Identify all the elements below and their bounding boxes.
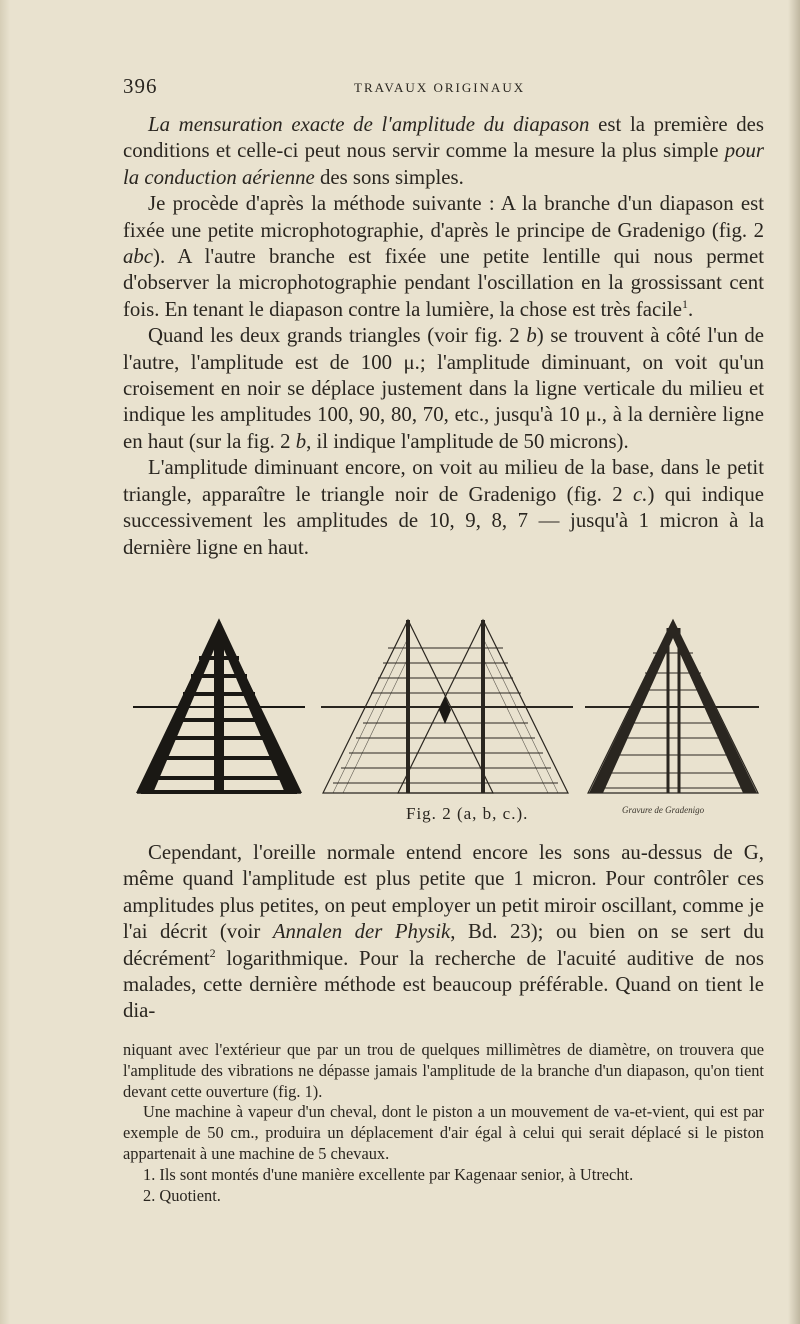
italic-phrase: b [526, 324, 537, 348]
page-edge-left [0, 0, 10, 1324]
paragraph-5 [123, 840, 764, 1025]
page-edge-right [788, 0, 800, 1324]
triangle-a [133, 620, 305, 793]
text-run: logarithmique. Pour la recherche de l'acuité auditive de nos malades, cette dernière méthode est beaucoup préférable. Quand on tient le dia- [123, 946, 764, 1023]
triangle-b [321, 620, 573, 793]
text-run: L'amplitude diminuant encore, on voit au milieu de la base, dans le petit triangle, apparaître le triangle noir de Gradenigo (fig. 2 [123, 456, 764, 506]
italic-phrase: c. [633, 482, 648, 506]
text-run: Quand les deux grands triangles (voir fig. 2 [148, 324, 527, 348]
text-run: ). A l'autre branche est fixée une petite lentille qui nous permet d'observer la microphotographie pendant l'oscillation en la grossissant cent fois. En tenant le diapason contre la lumière, la chose est très facile [123, 245, 764, 321]
italic-phrase: La mensuration exacte de l'amplitude du diapason [148, 113, 590, 136]
footnote-2: 2. Quotient. [143, 1185, 221, 1205]
footnote-1: 1. Ils sont montés d'une manière excellente par Kagenaar senior, à Utrecht. [143, 1164, 634, 1184]
footnote-ref[interactable]: 2 [209, 945, 216, 960]
italic-phrase: abc [123, 245, 154, 269]
figure-caption [406, 804, 528, 824]
paragraph-1 [123, 112, 764, 191]
body-text-top [123, 112, 764, 561]
text-run: Cependant, l'oreille normale entend encore les sons au-dessus de G, même quand l'amplitude est plus petite que 1 micron. Pour contrôler ces amplitudes plus petites, on peut employer un petit miroir oscillant, comme je l'ai décrit (voir [123, 841, 764, 944]
text-run: , Bd. 23); ou bien on se sert du décrément [123, 920, 764, 970]
footnote-ref[interactable]: 1 [682, 296, 688, 311]
italic-phrase: b [295, 429, 307, 453]
text-run: est la première des conditions et celle-ci peut nous servir comme la mesure la plus simple [123, 113, 764, 163]
paragraph-2 [123, 191, 764, 323]
text-run: Je procède d'après la méthode suivante : A la branche d'un diapason est fixée une petite microphotographie, d'après le principe de Gradenigo (fig. 2 [123, 192, 764, 242]
caption-text: 2 (a, b, c.). [436, 804, 529, 823]
caption-prefix: Fig. [406, 804, 437, 823]
text-run: ) qui indique successivement les amplitudes de 10, 9, 8, 7 — jusqu'à 1 micron à la dernière ligne en haut. [123, 482, 765, 559]
footnotes [123, 1040, 764, 1206]
triangle-c [585, 620, 759, 793]
italic-phrase: pour la conduction aérienne [123, 139, 764, 189]
figure-2 [133, 618, 763, 818]
paragraph-3 [123, 323, 764, 455]
running-head: TRAVAUX ORIGINAUX [354, 80, 526, 95]
footnote-continuation: niquant avec l'extérieur que par un trou de quelques millimètres de diamètre, on trouvera que l'amplitude des vibrations ne dépasse jamais l'amplitude de la branche d'un diapason, qu'on tient devant cette ouverture (fig. 1). [123, 1040, 764, 1101]
page-number: 396 [123, 74, 158, 98]
footnote-paragraph: Une machine à vapeur d'un cheval, dont le piston a un mouvement de va-et-vient, qui est par exemple de 50 cm., produira un déplacement d'air égal à celui qui serait déplacé si le piston appartenait à une machine de 5 chevaux. [123, 1102, 764, 1163]
italic-phrase: Annalen der Physik [272, 920, 451, 944]
text-run: des sons simples. [314, 165, 464, 189]
body-text-bottom [123, 840, 764, 1025]
engraver-signature: Gravure de Gradenigo [622, 805, 705, 815]
text-run: ) se trouvent à côté l'un de l'autre, l'amplitude est de 100 μ.; l'amplitude diminuant, on voit qu'un croisement en noir se déplace justement dans la ligne verticale du milieu et indique les amplitudes 100, 90, 80, 70, etc., jusqu'à 10 μ., à la dernière ligne en haut (sur la fig. 2 [123, 324, 765, 453]
text-run: , il indique l'amplitude de 50 microns). [306, 429, 629, 453]
paragraph-4 [123, 455, 764, 561]
figure-triangles [133, 618, 763, 803]
text-run: . [688, 297, 694, 321]
